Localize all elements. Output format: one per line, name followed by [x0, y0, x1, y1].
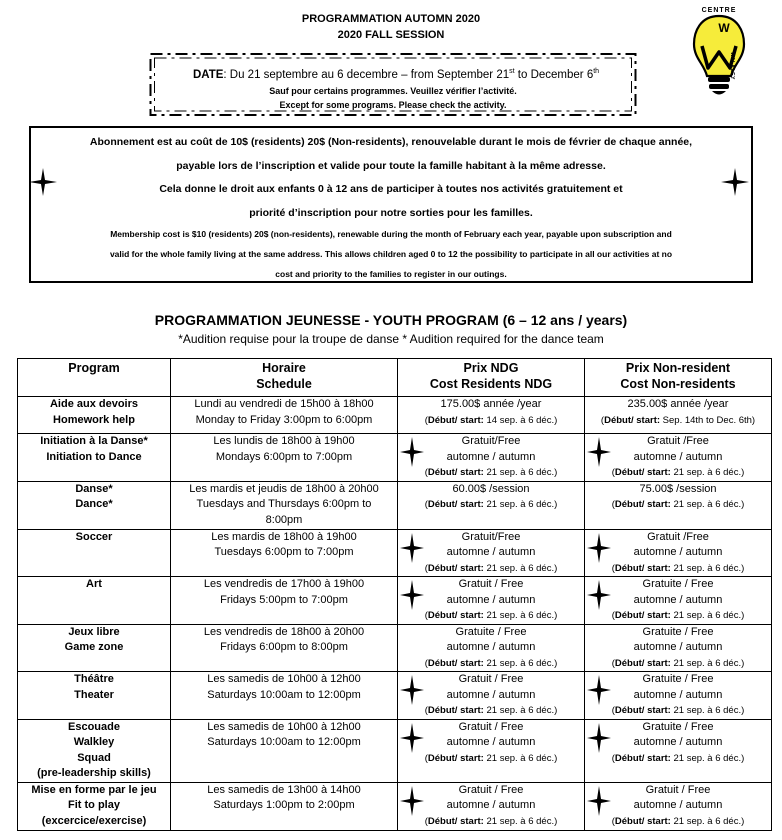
price-text: Gratuit / Free: [645, 783, 711, 796]
program-name-line: (excercice/exercise): [41, 814, 147, 827]
program-name-line: Fit to play: [68, 799, 120, 811]
price-text: Gratuite / Free: [455, 625, 527, 638]
season-text: automne / autumn: [446, 641, 536, 653]
membership-line: Abonnement est au coût de 10$ (residents) 20$ (Non-residents), renouvelable durant le mois de février de chaque année,: [89, 136, 693, 148]
nonres-price-cell: [585, 397, 772, 434]
program-name-line: Jeux libre: [68, 625, 120, 638]
program-name-line: Dance*: [75, 498, 113, 510]
season-text: automne / autumn: [633, 593, 723, 606]
table-row: [18, 529, 772, 577]
ndg-price-cell: [398, 397, 585, 434]
program-name-cell: [18, 782, 171, 830]
membership-line: priorité d’inscription pour notre sorties pour les familles.: [249, 207, 533, 219]
schedule-line: Fridays 5:00pm to 7:00pm: [220, 593, 348, 606]
season-text: automne / autumn: [633, 799, 723, 811]
schedule-cell: [171, 719, 398, 782]
season-text: automne / autumn: [446, 688, 536, 701]
price-text: 60.00$ /session: [452, 482, 530, 495]
start-date-text: (Début/ start: 21 sep. à 6 déc.): [424, 467, 558, 478]
table-row: [18, 719, 772, 782]
start-date-text: (Début/ start: 21 sep. à 6 déc.): [611, 657, 745, 669]
star-icon: [721, 168, 749, 196]
season-text: automne / autumn: [446, 736, 536, 748]
program-name-line: Initiation to Dance: [46, 450, 142, 463]
membership-line: payable lors de l’inscription et valide pour toute la famille habitant à la même adresse.: [176, 160, 606, 172]
star-icon: [400, 580, 424, 610]
price-text: Gratuit / Free: [458, 673, 524, 685]
schedule-cell: [171, 672, 398, 720]
schedule-line: Les mardis et jeudis de 18h00 à 20h00: [189, 482, 379, 495]
price-text: Gratuit / Free: [458, 578, 524, 590]
start-date-text: (Début/ start: 21 sep. à 6 déc.): [611, 705, 745, 716]
start-date-text: (Début/ start: 21 sep. à 6 déc.): [424, 705, 558, 716]
start-date-text: (Début/ start: 21 sep. à 6 déc.): [424, 657, 558, 669]
title-en: 2020 FALL SESSION: [337, 29, 445, 41]
ndg-price-cell: [398, 481, 585, 529]
program-table: [17, 358, 772, 831]
program-name-line: Aide aux devoirs: [49, 398, 139, 410]
season-text: automne / autumn: [446, 546, 536, 558]
nonres-price-cell: [585, 434, 772, 482]
price-text: Gratuit /Free: [647, 530, 709, 543]
program-name-cell: [18, 434, 171, 482]
season-text: automne / autumn: [633, 546, 723, 558]
nonres-price-cell: [585, 672, 772, 720]
ndg-price-cell: [398, 529, 585, 577]
star-icon: [587, 723, 611, 753]
table-row: [18, 397, 772, 434]
schedule-line: Mondays 6:00pm to 7:00pm: [215, 450, 353, 463]
program-name-cell: [18, 624, 171, 672]
schedule-line: Tuesdays and Thursdays 6:00pm to: [196, 498, 372, 510]
membership-box: [29, 126, 753, 283]
star-icon: [587, 580, 611, 610]
program-name-line: Soccer: [75, 530, 113, 543]
price-text: Gratuite / Free: [642, 720, 714, 733]
start-date-text: (Début/ start: 21 sep. à 6 déc.): [611, 562, 745, 574]
price-text: Gratuit /Free: [647, 435, 709, 447]
season-text: automne / autumn: [633, 736, 723, 748]
centre-walkley-bulb-logo: [688, 2, 750, 102]
ndg-price-cell: [398, 577, 585, 625]
schedule-line: Fridays 6:00pm to 8:00pm: [220, 641, 348, 653]
start-date-text: (Début/ start: 21 sep. à 6 déc.): [424, 499, 558, 510]
table-row: [18, 434, 772, 482]
section-title: PROGRAMMATION JEUNESSE - YOUTH PROGRAM (6 – 12 ans / years): [154, 312, 628, 328]
price-text: Gratuit/Free: [461, 435, 521, 447]
schedule-cell: [171, 782, 398, 830]
program-name-cell: [18, 577, 171, 625]
star-icon: [587, 675, 611, 705]
star-icon: [400, 723, 424, 753]
membership-line: Cela donne le droit aux enfants 0 à 12 ans de participer à toutes nos activités gratuitement et: [159, 183, 623, 195]
start-date-text: (Début/ start: 21 sep. à 6 déc.): [424, 815, 558, 827]
logo-letter: W: [718, 21, 730, 35]
start-date-text: (Début/ start: 21 sep. à 6 déc.): [611, 815, 745, 827]
schedule-line: Les lundis de 18h00 à 19h00: [213, 435, 355, 447]
season-text: automne / autumn: [446, 593, 536, 606]
ndg-price-cell: [398, 782, 585, 830]
program-name-line: Squad: [77, 751, 111, 764]
star-icon: [400, 786, 424, 816]
program-name-line: (pre-leadership skills): [37, 767, 151, 779]
start-date-text: (Début/ start: 21 sep. à 6 déc.): [611, 610, 745, 621]
season-text: automne / autumn: [633, 641, 723, 653]
start-date-text: (Début/ start: 21 sep. à 6 déc.): [611, 467, 745, 478]
schedule-line: Tuesdays 6:00pm to 7:00pm: [214, 546, 354, 558]
star-icon: [587, 533, 611, 563]
price-text: Gratuit / Free: [458, 720, 524, 733]
header-program: Program: [18, 359, 171, 397]
date-line: DATE: Du 21 septembre au 6 decembre – from September 21st to December 6th: [192, 68, 600, 81]
schedule-line: Les vendredis de 17h00 à 19h00: [203, 578, 365, 590]
ndg-price-cell: [398, 672, 585, 720]
membership-line: valid for the whole family living at the same address. This allows children aged 0 to 12 the possibility to participate in all our activities at no: [109, 249, 673, 259]
season-text: automne / autumn: [446, 799, 536, 811]
price-text: 75.00$ /session: [639, 482, 717, 495]
membership-line: cost and priority to the families to register in our outings.: [275, 269, 507, 279]
ndg-price-cell: [398, 719, 585, 782]
date-note-en: Except for some programs. Please check the activity.: [279, 100, 507, 110]
start-date-text: (Début/ start: 21 sep. à 6 déc.): [424, 752, 558, 764]
nonres-price-cell: [585, 782, 772, 830]
section-subtitle: *Audition requise pour la troupe de danse * Audition required for the dance team: [178, 332, 604, 346]
schedule-cell: [171, 624, 398, 672]
program-name-cell: [18, 397, 171, 434]
schedule-line: Les vendredis de 18h00 à 20h00: [203, 625, 365, 638]
program-name-cell: [18, 529, 171, 577]
ndg-price-cell: [398, 624, 585, 672]
start-date-text: (Début/ start: Sep. 14th to Dec. 6th): [600, 414, 756, 426]
schedule-line: Monday to Friday 3:00pm to 6:00pm: [195, 413, 373, 426]
membership-line: Membership cost is $10 (residents) 20$ (non-residents), renewable during the month of February each year, payable upon subscription and: [110, 229, 672, 239]
nonres-price-cell: [585, 481, 772, 529]
program-name-line: Mise en forme par le jeu: [31, 783, 157, 796]
price-text: 235.00$ année /year: [627, 398, 729, 410]
schedule-cell: [171, 577, 398, 625]
header-ndg-cost: Prix NDG Cost Residents NDG: [398, 359, 585, 397]
price-text: Gratuite / Free: [642, 673, 714, 685]
program-name-line: Escouade: [68, 720, 120, 733]
program-name-cell: [18, 672, 171, 720]
table-header-row: [18, 359, 772, 397]
schedule-line: Lundi au vendredi de 15h00 à 18h00: [194, 398, 374, 410]
title-fr: PROGRAMMATION AUTOMN 2020: [301, 13, 481, 25]
star-icon: [400, 675, 424, 705]
schedule-line: Saturdays 10:00am to 12:00pm: [207, 688, 361, 701]
ndg-price-cell: [398, 434, 585, 482]
star-icon: [29, 168, 57, 196]
program-name-line: Initiation à la Danse*: [40, 435, 148, 447]
price-text: Gratuit/Free: [461, 530, 521, 543]
schedule-cell: [171, 397, 398, 434]
schedule-cell: [171, 529, 398, 577]
date-label: DATE: [192, 68, 224, 81]
schedule-line: Les samedis de 10h00 à 12h00: [207, 673, 361, 685]
schedule-line: Les samedis de 10h00 à 12h00: [207, 720, 361, 733]
price-text: Gratuite / Free: [642, 578, 714, 590]
program-name-line: Homework help: [53, 413, 135, 426]
table-row: [18, 481, 772, 529]
program-name-line: Danse*: [75, 482, 113, 495]
price-text: Gratuit / Free: [458, 783, 524, 796]
nonres-price-cell: [585, 577, 772, 625]
program-name-cell: [18, 481, 171, 529]
table-row: [18, 782, 772, 830]
table-row: [18, 624, 772, 672]
nonres-price-cell: [585, 719, 772, 782]
season-text: automne / autumn: [633, 688, 723, 701]
header-nonres-cost: Prix Non-resident Cost Non-residents: [585, 359, 772, 397]
logo-side-text: WALKLEY: [729, 52, 735, 80]
star-icon: [587, 786, 611, 816]
start-date-text: (Début/ start: 21 sep. à 6 déc.): [611, 752, 745, 764]
star-icon: [400, 533, 424, 563]
schedule-line: Saturdays 10:00am to 12:00pm: [207, 736, 361, 748]
program-name-line: Theater: [74, 688, 114, 701]
program-name-line: Théâtre: [74, 673, 114, 685]
start-date-text: (Début/ start: 21 sep. à 6 déc.): [611, 499, 745, 510]
start-date-text: (Début/ start: 14 sep. à 6 déc.): [424, 414, 558, 426]
table-row: [18, 577, 772, 625]
program-name-line: Game zone: [64, 641, 124, 653]
start-date-text: (Début/ start: 21 sep. à 6 déc.): [424, 610, 558, 621]
schedule-cell: [171, 481, 398, 529]
table-row: [18, 672, 772, 720]
price-text: Gratuite / Free: [642, 625, 714, 638]
star-icon: [587, 437, 611, 467]
schedule-line: Les mardis de 18h00 à 19h00: [211, 530, 357, 543]
price-text: 175.00$ année /year: [440, 398, 542, 410]
nonres-price-cell: [585, 529, 772, 577]
program-name-line: Walkley: [73, 736, 115, 748]
program-name-line: Art: [86, 578, 102, 590]
schedule-line: Saturdays 1:00pm to 2:00pm: [213, 799, 355, 811]
header-schedule: Horaire Schedule: [171, 359, 398, 397]
date-note-fr: Sauf pour certains programmes. Veuillez vérifier l’activité.: [269, 86, 517, 96]
schedule-line: Les samedis de 13h00 à 14h00: [207, 783, 361, 796]
start-date-text: (Début/ start: 21 sep. à 6 déc.): [424, 562, 558, 574]
schedule-line: 8:00pm: [265, 513, 303, 526]
season-text: automne / autumn: [446, 450, 536, 463]
program-name-cell: [18, 719, 171, 782]
logo-top-text: CENTRE: [701, 7, 737, 14]
date-box: [149, 52, 637, 118]
nonres-price-cell: [585, 624, 772, 672]
star-icon: [400, 437, 424, 467]
schedule-cell: [171, 434, 398, 482]
season-text: automne / autumn: [633, 450, 723, 463]
